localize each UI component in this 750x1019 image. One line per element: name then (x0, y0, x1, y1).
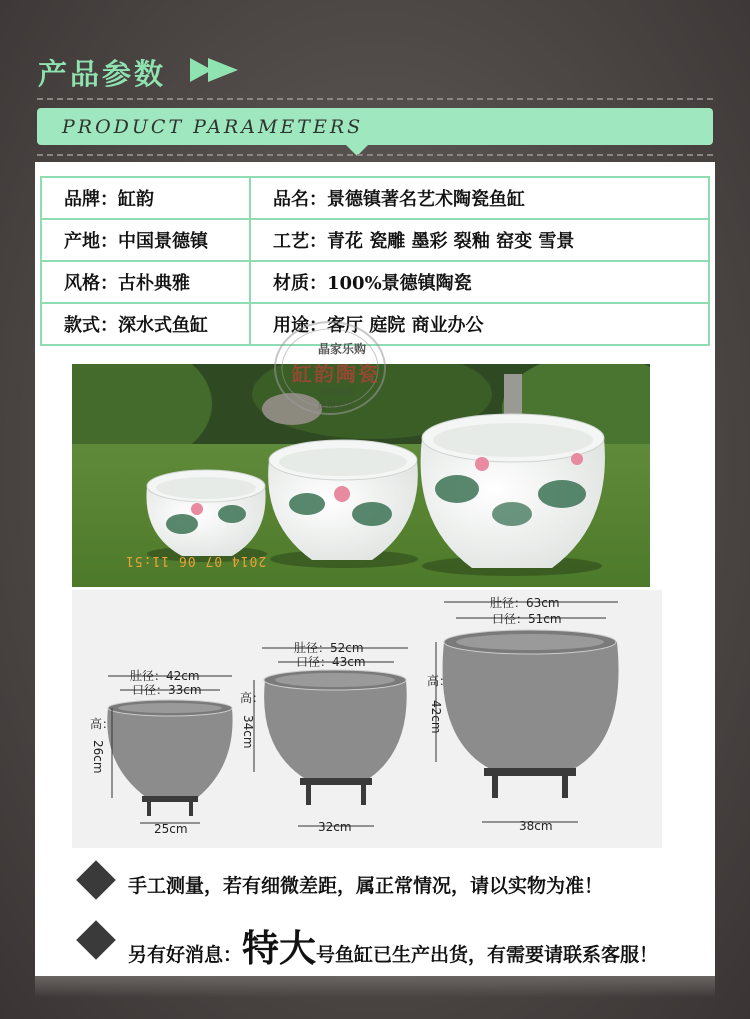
medium-height-value: 34cm (241, 715, 255, 749)
large-height-label: 高： (427, 674, 452, 688)
param-cell: 款式：深水式鱼缸 (41, 303, 250, 345)
medium-belly-label: 肚径：52cm (294, 641, 364, 655)
large-belly-label: 肚径：63cm (490, 596, 560, 610)
small-mouth-label: 口径：33cm (132, 683, 202, 697)
divider (37, 98, 713, 100)
medium-base-label: 32cm (318, 820, 352, 834)
date-stamp: 2014 07 06 11:51 (125, 553, 267, 568)
param-cell: 工艺：青花 瓷雕 墨彩 裂釉 窑变 雪景 (250, 219, 709, 261)
small-base-label: 25cm (154, 822, 188, 836)
watermark-text: 缸韵陶瓷 (292, 362, 380, 386)
large-mouth-label: 口径：51cm (492, 612, 562, 626)
small-belly-label: 肚径：42cm (130, 669, 200, 683)
note-suffix: 号鱼缸已生产出货，有需要请联系客服！ (316, 944, 659, 966)
double-arrow-icon (190, 58, 240, 82)
watermark-text: 晶家乐购 (318, 342, 367, 356)
banner-title: PRODUCT PARAMETERS (62, 116, 364, 138)
param-cell: 产地：中国景德镇 (41, 219, 250, 261)
small-height-value: 26cm (91, 740, 105, 774)
table-row (41, 261, 709, 303)
large-height-value: 42cm (429, 700, 443, 734)
param-cell: 品名：景德镇著名艺术陶瓷鱼缸 (250, 177, 709, 219)
medium-height-label: 高： (240, 691, 265, 705)
large-base-label: 38cm (519, 819, 553, 833)
table-row (41, 219, 709, 261)
note-prefix: 另有好消息： (128, 944, 243, 966)
watermark-text: 实物拍摄 (318, 388, 355, 398)
section-title: 产品参数 (38, 57, 167, 91)
panel-shadow (35, 976, 715, 998)
note-highlight: 特大 (242, 926, 317, 970)
param-cell: 材质：100%景德镇陶瓷 (250, 261, 709, 303)
note-measurement: 手工测量，若有细微差距，属正常情况，请以实物为准！ (128, 875, 604, 897)
watermark-text: 盗图必究 (318, 401, 355, 411)
small-height-label: 高： (90, 717, 115, 731)
param-cell: 风格：古朴典雅 (41, 261, 250, 303)
medium-mouth-label: 口径：43cm (296, 655, 366, 669)
divider (37, 154, 713, 156)
param-cell: 品牌：缸韵 (41, 177, 250, 219)
table-row (41, 177, 709, 219)
note-good-news (128, 918, 658, 972)
dimension-diagram (72, 590, 662, 848)
param-cell: 用途：客厅 庭院 商业办公 (250, 303, 709, 345)
